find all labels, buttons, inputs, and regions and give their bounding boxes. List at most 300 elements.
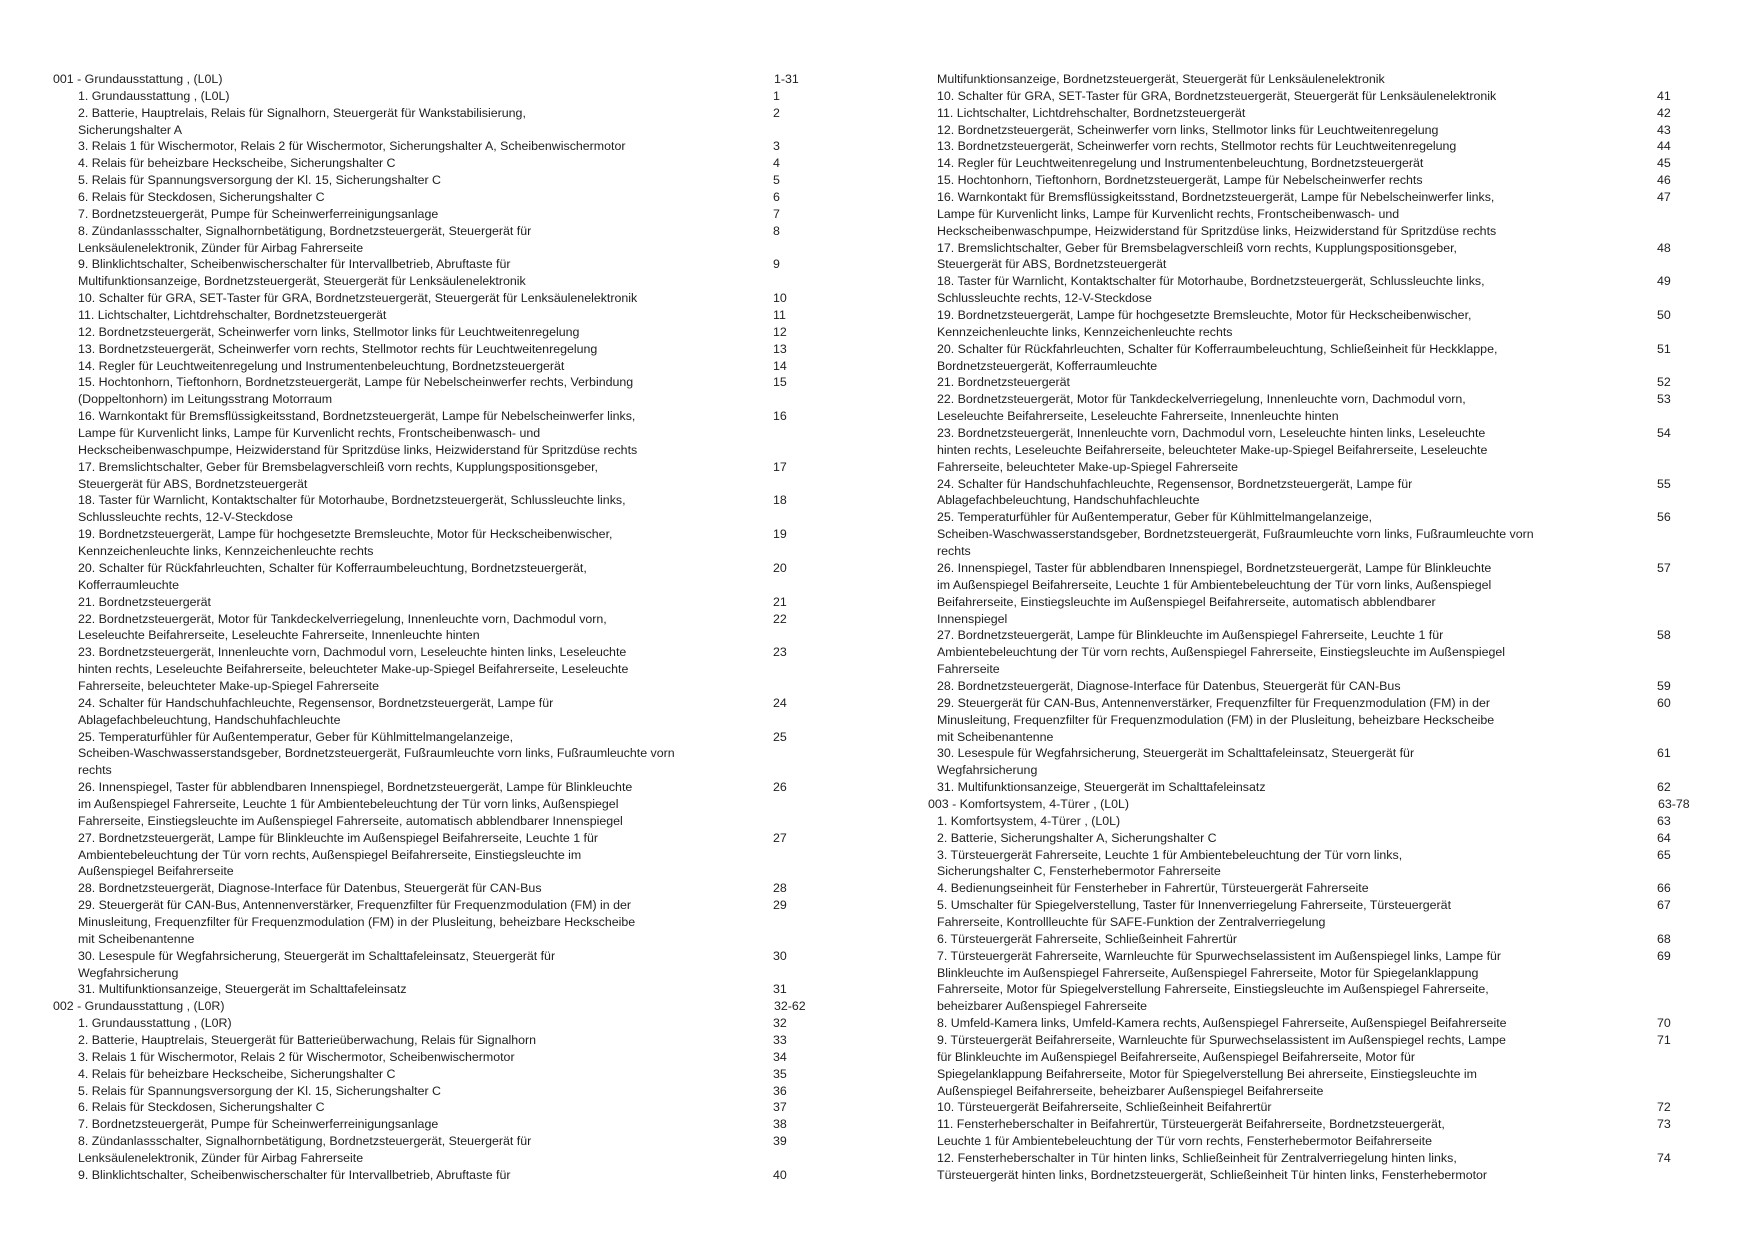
index-entry-row bbox=[937, 122, 1697, 139]
index-entry-row bbox=[937, 307, 1697, 324]
entry-text: 16. Warnkontakt für Bremsflüssigkeitsstand, Bordnetzsteuergerät, Lampe für Nebelscheinwerfer links, bbox=[78, 409, 636, 424]
page-number: 3 bbox=[773, 139, 780, 154]
index-entry-row bbox=[53, 442, 813, 459]
entry-text: 12. Bordnetzsteuergerät, Scheinwerfer vorn links, Stellmotor links für Leuchtweitenregelung bbox=[937, 122, 1439, 137]
page-number: 22 bbox=[773, 611, 787, 626]
entry-text: Minusleitung, Frequenzfilter für Frequenzmodulation (FM) in der Plusleitung, beheizbare Heckscheibe bbox=[937, 712, 1495, 727]
page-number: 13 bbox=[773, 341, 787, 356]
page-number: 61 bbox=[1657, 746, 1671, 761]
index-entry-row bbox=[937, 661, 1697, 678]
index-entry-row bbox=[53, 577, 813, 594]
entry-text: 3. Relais 1 für Wischermotor, Relais 2 für Wischermotor, Scheibenwischermotor bbox=[78, 1049, 515, 1064]
entry-text: 5. Relais für Spannungsversorgung der Kl. 15, Sicherungshalter C bbox=[78, 1083, 441, 1098]
entry-text: 30. Lesespule für Wegfahrsicherung, Steuergerät im Schalttafeleinsatz, Steuergerät für bbox=[937, 746, 1415, 761]
index-entry-row bbox=[937, 948, 1697, 965]
page-number: 11 bbox=[773, 308, 786, 323]
entry-text: Sicherungshalter A bbox=[78, 122, 183, 137]
index-entry-row bbox=[53, 1032, 813, 1049]
index-entry-row bbox=[53, 1133, 813, 1150]
page-number: 49 bbox=[1657, 274, 1671, 289]
entry-text: 14. Regler für Leuchtweitenregelung und Instrumentenbeleuchtung, Bordnetzsteuergerät bbox=[937, 156, 1424, 171]
entry-text: 21. Bordnetzsteuergerät bbox=[937, 375, 1070, 390]
index-entry-row bbox=[53, 981, 813, 998]
index-entry-row bbox=[937, 172, 1697, 189]
page-number: 8 bbox=[773, 223, 780, 238]
index-entry-row bbox=[937, 863, 1697, 880]
index-entry-row bbox=[53, 644, 813, 661]
page-number: 55 bbox=[1657, 476, 1671, 491]
index-entry-row bbox=[53, 948, 813, 965]
entry-text: 4. Relais für beheizbare Heckscheibe, Sicherungshalter C bbox=[78, 156, 396, 171]
section-heading-row bbox=[53, 71, 813, 88]
index-entry-row bbox=[53, 425, 813, 442]
page-number: 34 bbox=[773, 1049, 787, 1064]
index-entry-row bbox=[53, 341, 813, 358]
entry-text: hinten rechts, Leseleuchte Beifahrerseite, beleuchteter Make-up-Spiegel Beifahrerseite, Leseleuchte bbox=[78, 662, 629, 677]
entry-text: 9. Blinklichtschalter, Scheibenwischerschalter für Intervallbetrieb, Abruftaste für bbox=[78, 257, 511, 272]
page-number: 29 bbox=[773, 898, 787, 913]
entry-text: Fahrerseite, beleuchteter Make-up-Spiegel Fahrerseite bbox=[78, 678, 379, 693]
entry-text: Ambientebeleuchtung der Tür vorn rechts, Außenspiegel Fahrerseite, Einstiegsleuchte im Außenspiegel bbox=[937, 645, 1505, 660]
page-number: 9 bbox=[773, 257, 780, 272]
index-entry-row bbox=[53, 476, 813, 493]
page-number: 10 bbox=[773, 291, 787, 306]
entry-text: 18. Taster für Warnlicht, Kontaktschalter für Motorhaube, Bordnetzsteuergerät, Schlussleuchte links, bbox=[78, 493, 626, 508]
entry-text: Steuergerät für ABS, Bordnetzsteuergerät bbox=[937, 257, 1167, 272]
entry-text: 13. Bordnetzsteuergerät, Scheinwerfer vorn rechts, Stellmotor rechts für Leuchtweitenregelung bbox=[78, 341, 598, 356]
index-entry-row bbox=[937, 290, 1697, 307]
page-number: 70 bbox=[1657, 1016, 1671, 1031]
entry-text: Blinkleuchte im Außenspiegel Fahrerseite, Außenspiegel Fahrerseite, Motor für Spiegelanklappung bbox=[937, 965, 1479, 980]
index-entry-row bbox=[53, 627, 813, 644]
entry-text: 4. Bedienungseinheit für Fensterheber in Fahrertür, Türsteuergerät Fahrerseite bbox=[937, 881, 1369, 896]
index-entry-row bbox=[53, 240, 813, 257]
entry-text: Scheiben-Waschwasserstandsgeber, Bordnetzsteuergerät, Fußraumleuchte vorn links, Fußraumleuchte vorn bbox=[937, 527, 1534, 542]
index-entry-row bbox=[937, 830, 1697, 847]
page-number: 38 bbox=[773, 1117, 787, 1132]
entry-text: Heckscheibenwaschpumpe, Heizwiderstand für Spritzdüse links, Heizwiderstand für Spritzdüse rechts bbox=[78, 442, 638, 457]
page-number: 36 bbox=[773, 1083, 787, 1098]
entry-text: 18. Taster für Warnlicht, Kontaktschalter für Motorhaube, Bordnetzsteuergerät, Schlussleuchte links, bbox=[937, 274, 1485, 289]
entry-text: 23. Bordnetzsteuergerät, Innenleuchte vorn, Dachmodul vorn, Leseleuchte hinten links, Leseleuchte bbox=[937, 426, 1486, 441]
page-number: 4 bbox=[773, 156, 780, 171]
index-entry-row bbox=[53, 678, 813, 695]
entry-text: 9. Türsteuergerät Beifahrerseite, Warnleuchte für Spurwechselassistent im Außenspiegel rechts, Lampe bbox=[937, 1032, 1506, 1047]
entry-text: mit Scheibenantenne bbox=[937, 729, 1054, 744]
index-entry-row bbox=[937, 324, 1697, 341]
entry-text: 10. Türsteuergerät Beifahrerseite, Schließeinheit Beifahrertür bbox=[937, 1100, 1272, 1115]
page-number: 32 bbox=[773, 1016, 787, 1031]
entry-text: Außenspiegel Beifahrerseite bbox=[78, 864, 234, 879]
index-entry-row bbox=[53, 509, 813, 526]
entry-text: im Außenspiegel Fahrerseite, Leuchte 1 für Ambientebeleuchtung der Tür vorn links, Außenspiegel bbox=[78, 796, 619, 811]
entry-text: hinten rechts, Leseleuchte Beifahrerseite, beleuchteter Make-up-Spiegel Beifahrerseite, Leseleuchte bbox=[937, 442, 1488, 457]
entry-text: 15. Hochtonhorn, Tieftonhorn, Bordnetzsteuergerät, Lampe für Nebelscheinwerfer rechts, Verbindung bbox=[78, 375, 634, 390]
entry-text: 12. Fensterheberschalter in Tür hinten links, Schließeinheit für Zentralverriegelung hinten links, bbox=[937, 1151, 1457, 1165]
entry-text: Türsteuergerät hinten links, Bordnetzsteuergerät, Schließeinheit Tür hinten links, Fensterhebermotor bbox=[937, 1167, 1488, 1182]
entry-text: 4. Relais für beheizbare Heckscheibe, Sicherungshalter C bbox=[78, 1066, 396, 1081]
page-number: 12 bbox=[773, 324, 787, 339]
page-number: 53 bbox=[1657, 392, 1671, 407]
entry-text: Heckscheibenwaschpumpe, Heizwiderstand für Spritzdüse links, Heizwiderstand für Spritzdüse rechts bbox=[937, 223, 1497, 238]
page-number: 67 bbox=[1657, 898, 1671, 913]
entry-text: Multifunktionsanzeige, Bordnetzsteuergerät, Steuergerät für Lenksäulenelektronik bbox=[937, 72, 1385, 86]
entry-text: 3. Türsteuergerät Fahrerseite, Leuchte 1 für Ambientebeleuchtung der Tür vorn links, bbox=[937, 847, 1403, 862]
index-entry-row bbox=[53, 324, 813, 341]
entry-text: Kennzeichenleuchte links, Kennzeichenleuchte rechts bbox=[937, 324, 1233, 339]
page-number: 1-31 bbox=[774, 72, 799, 86]
index-entry-row bbox=[937, 105, 1697, 122]
page-number: 71 bbox=[1657, 1032, 1671, 1047]
page-number: 37 bbox=[773, 1100, 787, 1115]
entry-text: Lampe für Kurvenlicht links, Lampe für Kurvenlicht rechts, Frontscheibenwasch- und bbox=[78, 426, 541, 441]
entry-text: 25. Temperaturfühler für Außentemperatur, Geber für Kühlmittelmangelanzeige, bbox=[78, 729, 514, 744]
page-number: 73 bbox=[1657, 1117, 1671, 1132]
page-number: 72 bbox=[1657, 1100, 1671, 1115]
entry-text: 19. Bordnetzsteuergerät, Lampe für hochgesetzte Bremsleuchte, Motor für Heckscheibenwischer, bbox=[937, 308, 1472, 323]
entry-text: mit Scheibenantenne bbox=[78, 931, 195, 946]
entry-text: Schlussleuchte rechts, 12-V-Steckdose bbox=[78, 510, 293, 525]
index-entry-row bbox=[53, 122, 813, 139]
index-entry-row bbox=[53, 1015, 813, 1032]
entry-text: im Außenspiegel Beifahrerseite, Leuchte 1 für Ambientebeleuchtung der Tür vorn links, Außenspiegel bbox=[937, 577, 1492, 592]
entry-text: 24. Schalter für Handschuhfachleuchte, Regensensor, Bordnetzsteuergerät, Lampe für bbox=[78, 695, 554, 710]
index-entry-row bbox=[937, 543, 1697, 560]
entry-text: 7. Türsteuergerät Fahrerseite, Warnleuchte für Spurwechselassistent im Außenspiegel links, Lampe für bbox=[937, 948, 1502, 963]
index-entry-row bbox=[937, 1150, 1697, 1167]
page-number: 59 bbox=[1657, 678, 1671, 693]
index-entry-row bbox=[53, 374, 813, 391]
entry-text: Außenspiegel Beifahrerseite, beheizbarer Außenspiegel Beifahrerseite bbox=[937, 1083, 1324, 1098]
index-entry-row bbox=[937, 1015, 1697, 1032]
index-entry-row bbox=[937, 88, 1697, 105]
entry-text: Lenksäulenelektronik, Zünder für Airbag Fahrerseite bbox=[78, 240, 364, 255]
entry-text: rechts bbox=[937, 544, 971, 559]
entry-text: Kennzeichenleuchte links, Kennzeichenleuchte rechts bbox=[78, 544, 374, 559]
entry-text: Beifahrerseite, Einstiegsleuchte im Außenspiegel Beifahrerseite, automatisch abblendbarer bbox=[937, 594, 1436, 609]
index-entry-row bbox=[53, 256, 813, 273]
page-number: 23 bbox=[773, 645, 787, 660]
index-entry-row bbox=[937, 189, 1697, 206]
index-entry-row bbox=[937, 1167, 1697, 1184]
index-entry-row bbox=[53, 965, 813, 982]
page-number: 26 bbox=[773, 780, 787, 795]
page-number: 16 bbox=[773, 409, 787, 424]
index-entry-row bbox=[53, 745, 813, 762]
page-number: 50 bbox=[1657, 308, 1671, 323]
entry-text: 12. Bordnetzsteuergerät, Scheinwerfer vorn links, Stellmotor links für Leuchtweitenregelung bbox=[78, 324, 580, 339]
index-entry-row bbox=[937, 644, 1697, 661]
entry-text: für Blinkleuchte im Außenspiegel Beifahrerseite, Außenspiegel Beifahrerseite, Motor für bbox=[937, 1049, 1415, 1064]
index-entry-row bbox=[937, 998, 1697, 1015]
index-entry-row bbox=[53, 1150, 813, 1167]
entry-text: Fahrerseite, Kontrollleuchte für SAFE-Funktion der Zentralverriegelung bbox=[937, 914, 1326, 929]
entry-text: 1. Grundausstattung , (L0L) bbox=[78, 88, 230, 103]
entry-text: Fahrerseite, Einstiegsleuchte im Außenspiegel Fahrerseite, automatisch abblendbarer Innenspiegel bbox=[78, 813, 623, 828]
page-number: 30 bbox=[773, 948, 787, 963]
index-entry-row bbox=[937, 729, 1697, 746]
entry-text: 11. Lichtschalter, Lichtdrehschalter, Bordnetzsteuergerät bbox=[78, 308, 387, 323]
entry-text: Steuergerät für ABS, Bordnetzsteuergerät bbox=[78, 476, 308, 491]
index-entry-row bbox=[53, 526, 813, 543]
index-entry-row bbox=[53, 863, 813, 880]
entry-text: Scheiben-Waschwasserstandsgeber, Bordnetzsteuergerät, Fußraumleuchte vorn links, Fußraumleuchte vorn bbox=[78, 746, 675, 761]
page-number: 48 bbox=[1657, 240, 1671, 255]
entry-text: Fahrerseite bbox=[937, 662, 1000, 677]
index-entry-row bbox=[53, 189, 813, 206]
page-number: 21 bbox=[773, 594, 787, 609]
entry-text: 16. Warnkontakt für Bremsflüssigkeitsstand, Bordnetzsteuergerät, Lampe für Nebelscheinwerfer links, bbox=[937, 190, 1495, 205]
index-entry-row bbox=[937, 240, 1697, 257]
index-entry-row bbox=[53, 695, 813, 712]
index-entry-row bbox=[937, 1066, 1697, 1083]
entry-text: 11. Lichtschalter, Lichtdrehschalter, Bordnetzsteuergerät bbox=[937, 105, 1246, 120]
index-entry-row bbox=[53, 762, 813, 779]
index-entry-row bbox=[53, 1099, 813, 1116]
index-entry-row bbox=[53, 813, 813, 830]
index-entry-row bbox=[937, 762, 1697, 779]
index-entry-row bbox=[53, 358, 813, 375]
entry-text: 26. Innenspiegel, Taster für abblendbaren Innenspiegel, Bordnetzsteuergerät, Lampe für Blinkleuchte bbox=[937, 560, 1492, 575]
entry-text: 22. Bordnetzsteuergerät, Motor für Tankdeckelverriegelung, Innenleuchte vorn, Dachmodul vorn, bbox=[937, 392, 1466, 407]
index-entry-row bbox=[53, 138, 813, 155]
entry-text: Wegfahrsicherung bbox=[78, 965, 179, 980]
entry-text: rechts bbox=[78, 763, 112, 778]
index-entry-row bbox=[53, 560, 813, 577]
index-entry-row bbox=[937, 745, 1697, 762]
page-number: 2 bbox=[773, 105, 780, 120]
entry-text: 7. Bordnetzsteuergerät, Pumpe für Scheinwerferreinigungsanlage bbox=[78, 206, 439, 221]
page-number: 6 bbox=[773, 190, 780, 205]
index-entry-row bbox=[53, 847, 813, 864]
entry-text: Schlussleuchte rechts, 12-V-Steckdose bbox=[937, 291, 1152, 306]
entry-text: 6. Türsteuergerät Fahrerseite, Schließeinheit Fahrertür bbox=[937, 931, 1238, 946]
index-entry-row bbox=[937, 695, 1697, 712]
page-number: 17 bbox=[773, 459, 787, 474]
index-entry-row bbox=[53, 931, 813, 948]
page-number: 51 bbox=[1657, 341, 1671, 356]
page-number: 58 bbox=[1657, 628, 1671, 643]
index-entry-row bbox=[937, 206, 1697, 223]
index-entry-row bbox=[53, 206, 813, 223]
index-entry-row bbox=[53, 1116, 813, 1133]
index-entry-row bbox=[53, 779, 813, 796]
entry-text: 19. Bordnetzsteuergerät, Lampe für hochgesetzte Bremsleuchte, Motor für Heckscheibenwischer, bbox=[78, 527, 613, 542]
index-entry-row bbox=[53, 880, 813, 897]
entry-text: 21. Bordnetzsteuergerät bbox=[78, 594, 211, 609]
entry-text: 13. Bordnetzsteuergerät, Scheinwerfer vorn rechts, Stellmotor rechts für Leuchtweitenregelung bbox=[937, 139, 1457, 154]
page-number: 56 bbox=[1657, 510, 1671, 525]
page-number: 63-78 bbox=[1658, 796, 1690, 811]
entry-text: 14. Regler für Leuchtweitenregelung und Instrumentenbeleuchtung, Bordnetzsteuergerät bbox=[78, 358, 565, 373]
page-number: 47 bbox=[1657, 190, 1671, 205]
index-entry-row bbox=[937, 560, 1697, 577]
page-number: 68 bbox=[1657, 931, 1671, 946]
index-entry-row bbox=[937, 223, 1697, 240]
index-entry-row bbox=[53, 543, 813, 560]
page-number: 24 bbox=[773, 695, 787, 710]
index-entry-row bbox=[937, 442, 1697, 459]
index-entry-row bbox=[937, 256, 1697, 273]
entry-text: Leseleuchte Beifahrerseite, Leseleuchte Fahrerseite, Innenleuchte hinten bbox=[78, 628, 480, 643]
index-entry-row bbox=[937, 425, 1697, 442]
entry-text: Leseleuchte Beifahrerseite, Leseleuchte Fahrerseite, Innenleuchte hinten bbox=[937, 409, 1339, 424]
entry-text: 8. Zündanlassschalter, Signalhornbetätigung, Bordnetzsteuergerät, Steuergerät für bbox=[78, 223, 532, 238]
section-title: 001 - Grundausstattung , (L0L) bbox=[53, 72, 223, 86]
index-entry-row bbox=[937, 897, 1697, 914]
entry-text: 28. Bordnetzsteuergerät, Diagnose-Interface für Datenbus, Steuergerät für CAN-Bus bbox=[937, 678, 1401, 693]
entry-text: 31. Multifunktionsanzeige, Steuergerät im Schalttafeleinsatz bbox=[937, 780, 1266, 795]
entry-text: 6. Relais für Steckdosen, Sicherungshalter C bbox=[78, 190, 325, 205]
page-number: 28 bbox=[773, 881, 787, 896]
page-number: 62 bbox=[1657, 780, 1671, 795]
index-entry-row bbox=[53, 796, 813, 813]
index-entry-row bbox=[937, 1083, 1697, 1100]
entry-text: 17. Bremslichtschalter, Geber für Bremsbelagverschleiß vorn rechts, Kupplungspositionsgeber, bbox=[78, 459, 598, 474]
index-entry-row bbox=[937, 526, 1697, 543]
page-number: 19 bbox=[773, 527, 787, 542]
page-number: 40 bbox=[773, 1167, 787, 1182]
page-number: 5 bbox=[773, 173, 780, 188]
index-entry-row bbox=[937, 391, 1697, 408]
page-number: 65 bbox=[1657, 847, 1671, 862]
page-number: 14 bbox=[773, 358, 787, 373]
entry-text: 30. Lesespule für Wegfahrsicherung, Steuergerät im Schalttafeleinsatz, Steuergerät für bbox=[78, 948, 556, 963]
entry-text: 8. Umfeld-Kamera links, Umfeld-Kamera rechts, Außenspiegel Fahrerseite, Außenspiegel Beifahrerseite bbox=[937, 1016, 1507, 1031]
page-number: 41 bbox=[1657, 88, 1671, 103]
entry-text: Innenspiegel bbox=[937, 611, 1008, 626]
entry-text: 25. Temperaturfühler für Außentemperatur, Geber für Kühlmittelmangelanzeige, bbox=[937, 510, 1373, 525]
index-entry-row bbox=[53, 1167, 813, 1184]
index-entry-row bbox=[937, 678, 1697, 695]
index-entry-row bbox=[53, 408, 813, 425]
entry-text: 29. Steuergerät für CAN-Bus, Antennenverstärker, Frequenzfilter für Frequenzmodulation (FM) in der bbox=[937, 695, 1491, 710]
index-entry-row bbox=[53, 172, 813, 189]
index-entry-row bbox=[937, 155, 1697, 172]
index-entry-row bbox=[937, 273, 1697, 290]
index-entry-row bbox=[937, 914, 1697, 931]
index-entry-row bbox=[937, 1049, 1697, 1066]
page-number: 1 bbox=[773, 88, 780, 103]
page-number: 33 bbox=[773, 1032, 787, 1047]
entry-text: 5. Relais für Spannungsversorgung der Kl. 15, Sicherungshalter C bbox=[78, 173, 441, 188]
index-entry-row bbox=[937, 1133, 1697, 1150]
index-entry-row bbox=[937, 138, 1697, 155]
index-entry-row bbox=[53, 1066, 813, 1083]
index-entry-row bbox=[53, 830, 813, 847]
entry-text: Ablagefachbeleuchtung, Handschuhfachleuchte bbox=[937, 493, 1200, 508]
entry-text: Kofferraumleuchte bbox=[78, 577, 180, 592]
entry-text: 26. Innenspiegel, Taster für abblendbaren Innenspiegel, Bordnetzsteuergerät, Lampe für Blinkleuchte bbox=[78, 780, 633, 795]
page-number: 20 bbox=[773, 560, 787, 575]
index-entry-row bbox=[53, 223, 813, 240]
section-heading-row bbox=[928, 796, 1697, 813]
page-number: 43 bbox=[1657, 122, 1671, 137]
index-entry-row bbox=[937, 358, 1697, 375]
entry-text: Ambientebeleuchtung der Tür vorn rechts, Außenspiegel Beifahrerseite, Einstiegsleuchte im bbox=[78, 847, 582, 862]
entry-text: 22. Bordnetzsteuergerät, Motor für Tankdeckelverriegelung, Innenleuchte vorn, Dachmodul vorn, bbox=[78, 611, 607, 626]
index-entry-row bbox=[53, 594, 813, 611]
page-number: 27 bbox=[773, 830, 787, 845]
entry-text: 20. Schalter für Rückfahrleuchten, Schalter für Kofferraumbeleuchtung, Bordnetzsteuergerät, bbox=[78, 560, 587, 575]
page-number: 25 bbox=[773, 729, 787, 744]
entry-text: 2. Batterie, Hauptrelais, Steuergerät für Batterieüberwachung, Relais für Signalhorn bbox=[78, 1032, 537, 1047]
page-number: 60 bbox=[1657, 695, 1671, 710]
entry-text: 27. Bordnetzsteuergerät, Lampe für Blinkleuchte im Außenspiegel Fahrerseite, Leuchte 1 für bbox=[937, 628, 1444, 643]
entry-text: 10. Schalter für GRA, SET-Taster für GRA, Bordnetzsteuergerät, Steuergerät für Lenksäulenelektronik bbox=[937, 88, 1497, 103]
page-number: 64 bbox=[1657, 830, 1671, 845]
entry-text: 23. Bordnetzsteuergerät, Innenleuchte vorn, Dachmodul vorn, Leseleuchte hinten links, Leseleuchte bbox=[78, 645, 627, 660]
index-entry-row bbox=[937, 492, 1697, 509]
page-number: 69 bbox=[1657, 948, 1671, 963]
entry-text: 7. Bordnetzsteuergerät, Pumpe für Scheinwerferreinigungsanlage bbox=[78, 1117, 439, 1132]
entry-text: 31. Multifunktionsanzeige, Steuergerät im Schalttafeleinsatz bbox=[78, 982, 407, 997]
index-entry-row bbox=[937, 1099, 1697, 1116]
index-column-left bbox=[53, 71, 813, 1184]
index-entry-row bbox=[937, 1032, 1697, 1049]
page-number: 74 bbox=[1657, 1151, 1671, 1165]
entry-text: 17. Bremslichtschalter, Geber für Bremsbelagverschleiß vorn rechts, Kupplungspositionsgeber, bbox=[937, 240, 1457, 255]
entry-text: Fahrerseite, beleuchteter Make-up-Spiegel Fahrerseite bbox=[937, 459, 1238, 474]
index-entry-row bbox=[53, 492, 813, 509]
entry-text: Leuchte 1 für Ambientebeleuchtung der Tür vorn rechts, Fensterhebermotor Beifahrerseite bbox=[937, 1134, 1432, 1149]
index-entry-row bbox=[53, 712, 813, 729]
index-entry-row bbox=[937, 779, 1697, 796]
section-title: 002 - Grundausstattung , (L0R) bbox=[53, 999, 225, 1014]
index-entry-row bbox=[53, 1083, 813, 1100]
index-entry-row bbox=[53, 273, 813, 290]
entry-text: 2. Batterie, Hauptrelais, Relais für Signalhorn, Steuergerät für Wankstabilisierung, bbox=[78, 105, 526, 120]
index-entry-row bbox=[937, 712, 1697, 729]
page-number: 7 bbox=[773, 206, 780, 221]
entry-text: 9. Blinklichtschalter, Scheibenwischerschalter für Intervallbetrieb, Abruftaste für bbox=[78, 1167, 511, 1182]
index-entry-row bbox=[937, 71, 1697, 88]
entry-text: (Doppeltonhorn) im Leitungsstrang Motorraum bbox=[78, 392, 333, 407]
entry-text: 2. Batterie, Sicherungshalter A, Sicherungshalter C bbox=[937, 830, 1217, 845]
entry-text: 3. Relais 1 für Wischermotor, Relais 2 für Wischermotor, Sicherungshalter A, Scheibenwischermotor bbox=[78, 139, 626, 154]
entry-text: Sicherungshalter C, Fensterhebermotor Fahrerseite bbox=[937, 864, 1221, 879]
entry-text: Spiegelanklappung Beifahrerseite, Motor für Spiegelverstellung Bei ahrerseite, Einstiegsleuchte im bbox=[937, 1066, 1477, 1081]
index-entry-row bbox=[937, 627, 1697, 644]
page-number: 66 bbox=[1657, 881, 1671, 896]
index-entry-row bbox=[937, 459, 1697, 476]
page-number: 52 bbox=[1657, 375, 1671, 390]
index-entry-row bbox=[53, 1049, 813, 1066]
page-number: 31 bbox=[773, 982, 787, 997]
index-entry-row bbox=[53, 459, 813, 476]
entry-text: 29. Steuergerät für CAN-Bus, Antennenverstärker, Frequenzfilter für Frequenzmodulation (FM) in der bbox=[78, 898, 632, 913]
index-entry-row bbox=[53, 391, 813, 408]
index-entry-row bbox=[937, 880, 1697, 897]
page-number: 63 bbox=[1657, 813, 1671, 828]
entry-text: Minusleitung, Frequenzfilter für Frequenzmodulation (FM) in der Plusleitung, beheizbare Heckscheibe bbox=[78, 914, 636, 929]
section-title: 003 - Komfortsystem, 4-Türer , (L0L) bbox=[928, 796, 1130, 811]
index-entry-row bbox=[937, 965, 1697, 982]
index-entry-row bbox=[937, 1116, 1697, 1133]
index-entry-row bbox=[53, 914, 813, 931]
index-entry-row bbox=[53, 897, 813, 914]
page-number: 18 bbox=[773, 493, 787, 508]
page-number: 54 bbox=[1657, 426, 1671, 441]
entry-text: Bordnetzsteuergerät, Kofferraumleuchte bbox=[937, 358, 1158, 373]
page-number: 32-62 bbox=[774, 999, 806, 1014]
index-entry-row bbox=[937, 611, 1697, 628]
entry-text: 1. Komfortsystem, 4-Türer , (L0L) bbox=[937, 813, 1121, 828]
entry-text: Ablagefachbeleuchtung, Handschuhfachleuchte bbox=[78, 712, 341, 727]
entry-text: 15. Hochtonhorn, Tieftonhorn, Bordnetzsteuergerät, Lampe für Nebelscheinwerfer rechts bbox=[937, 173, 1423, 188]
entry-text: 27. Bordnetzsteuergerät, Lampe für Blinkleuchte im Außenspiegel Beifahrerseite, Leuchte 1 für bbox=[78, 830, 599, 845]
index-entry-row bbox=[937, 847, 1697, 864]
